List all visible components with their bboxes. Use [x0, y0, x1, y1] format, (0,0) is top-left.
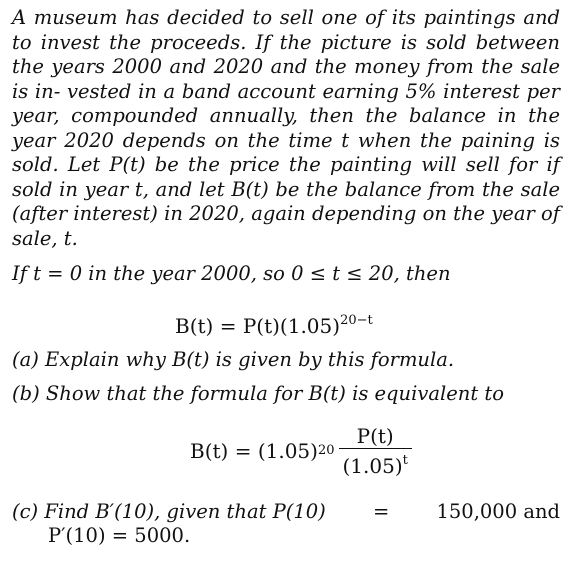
equation-balance-lhs: B(t) = P(t)(1.05) — [175, 314, 341, 338]
problem-intro: A museum has decided to sell one of its paintings and to invest the proceeds. If the picture is sold between the years 2000 and 2020 and the money from the sale is in- vested in a band account earning 5% interest per year, compounded annually, then the balance in the year 2020 depends on the time t when the paining is sold. Let P(t) be the price the painting will sell for if sold in year t, and let B(t) be the balance from the sale (after interest) in 2020, again depending on the year of sale, t. — [12, 6, 560, 250]
fraction-numerator: P(t) — [356, 424, 394, 448]
part-c — [12, 500, 560, 548]
fraction — [339, 424, 412, 478]
part-a: (a) Explain why B(t) is given by this formula. — [12, 348, 455, 371]
part-c-line2: P′(10) = 5000. — [48, 524, 191, 547]
equation-equivalent-exponent: 20 — [317, 443, 335, 458]
fraction-denominator-base: (1.05) — [342, 454, 403, 478]
equation-equivalent-lhs: B(t) = (1.05) — [190, 439, 318, 463]
part-c-right: 150,000 and — [436, 500, 560, 523]
fraction-denominator-exponent: t — [402, 453, 408, 468]
equation-equivalent — [190, 424, 412, 478]
part-b: (b) Show that the formula for B(t) is equivalent to — [12, 382, 504, 405]
part-c-equals: = — [372, 500, 390, 523]
part-c-left: (c) Find B′(10), given that P(10) — [12, 500, 326, 523]
equation-balance — [175, 308, 373, 339]
equation-balance-exponent: 20−t — [340, 313, 373, 328]
fraction-denominator — [339, 449, 412, 478]
condition-line: If t = 0 in the year 2000, so 0 ≤ t ≤ 20, then — [12, 262, 451, 285]
